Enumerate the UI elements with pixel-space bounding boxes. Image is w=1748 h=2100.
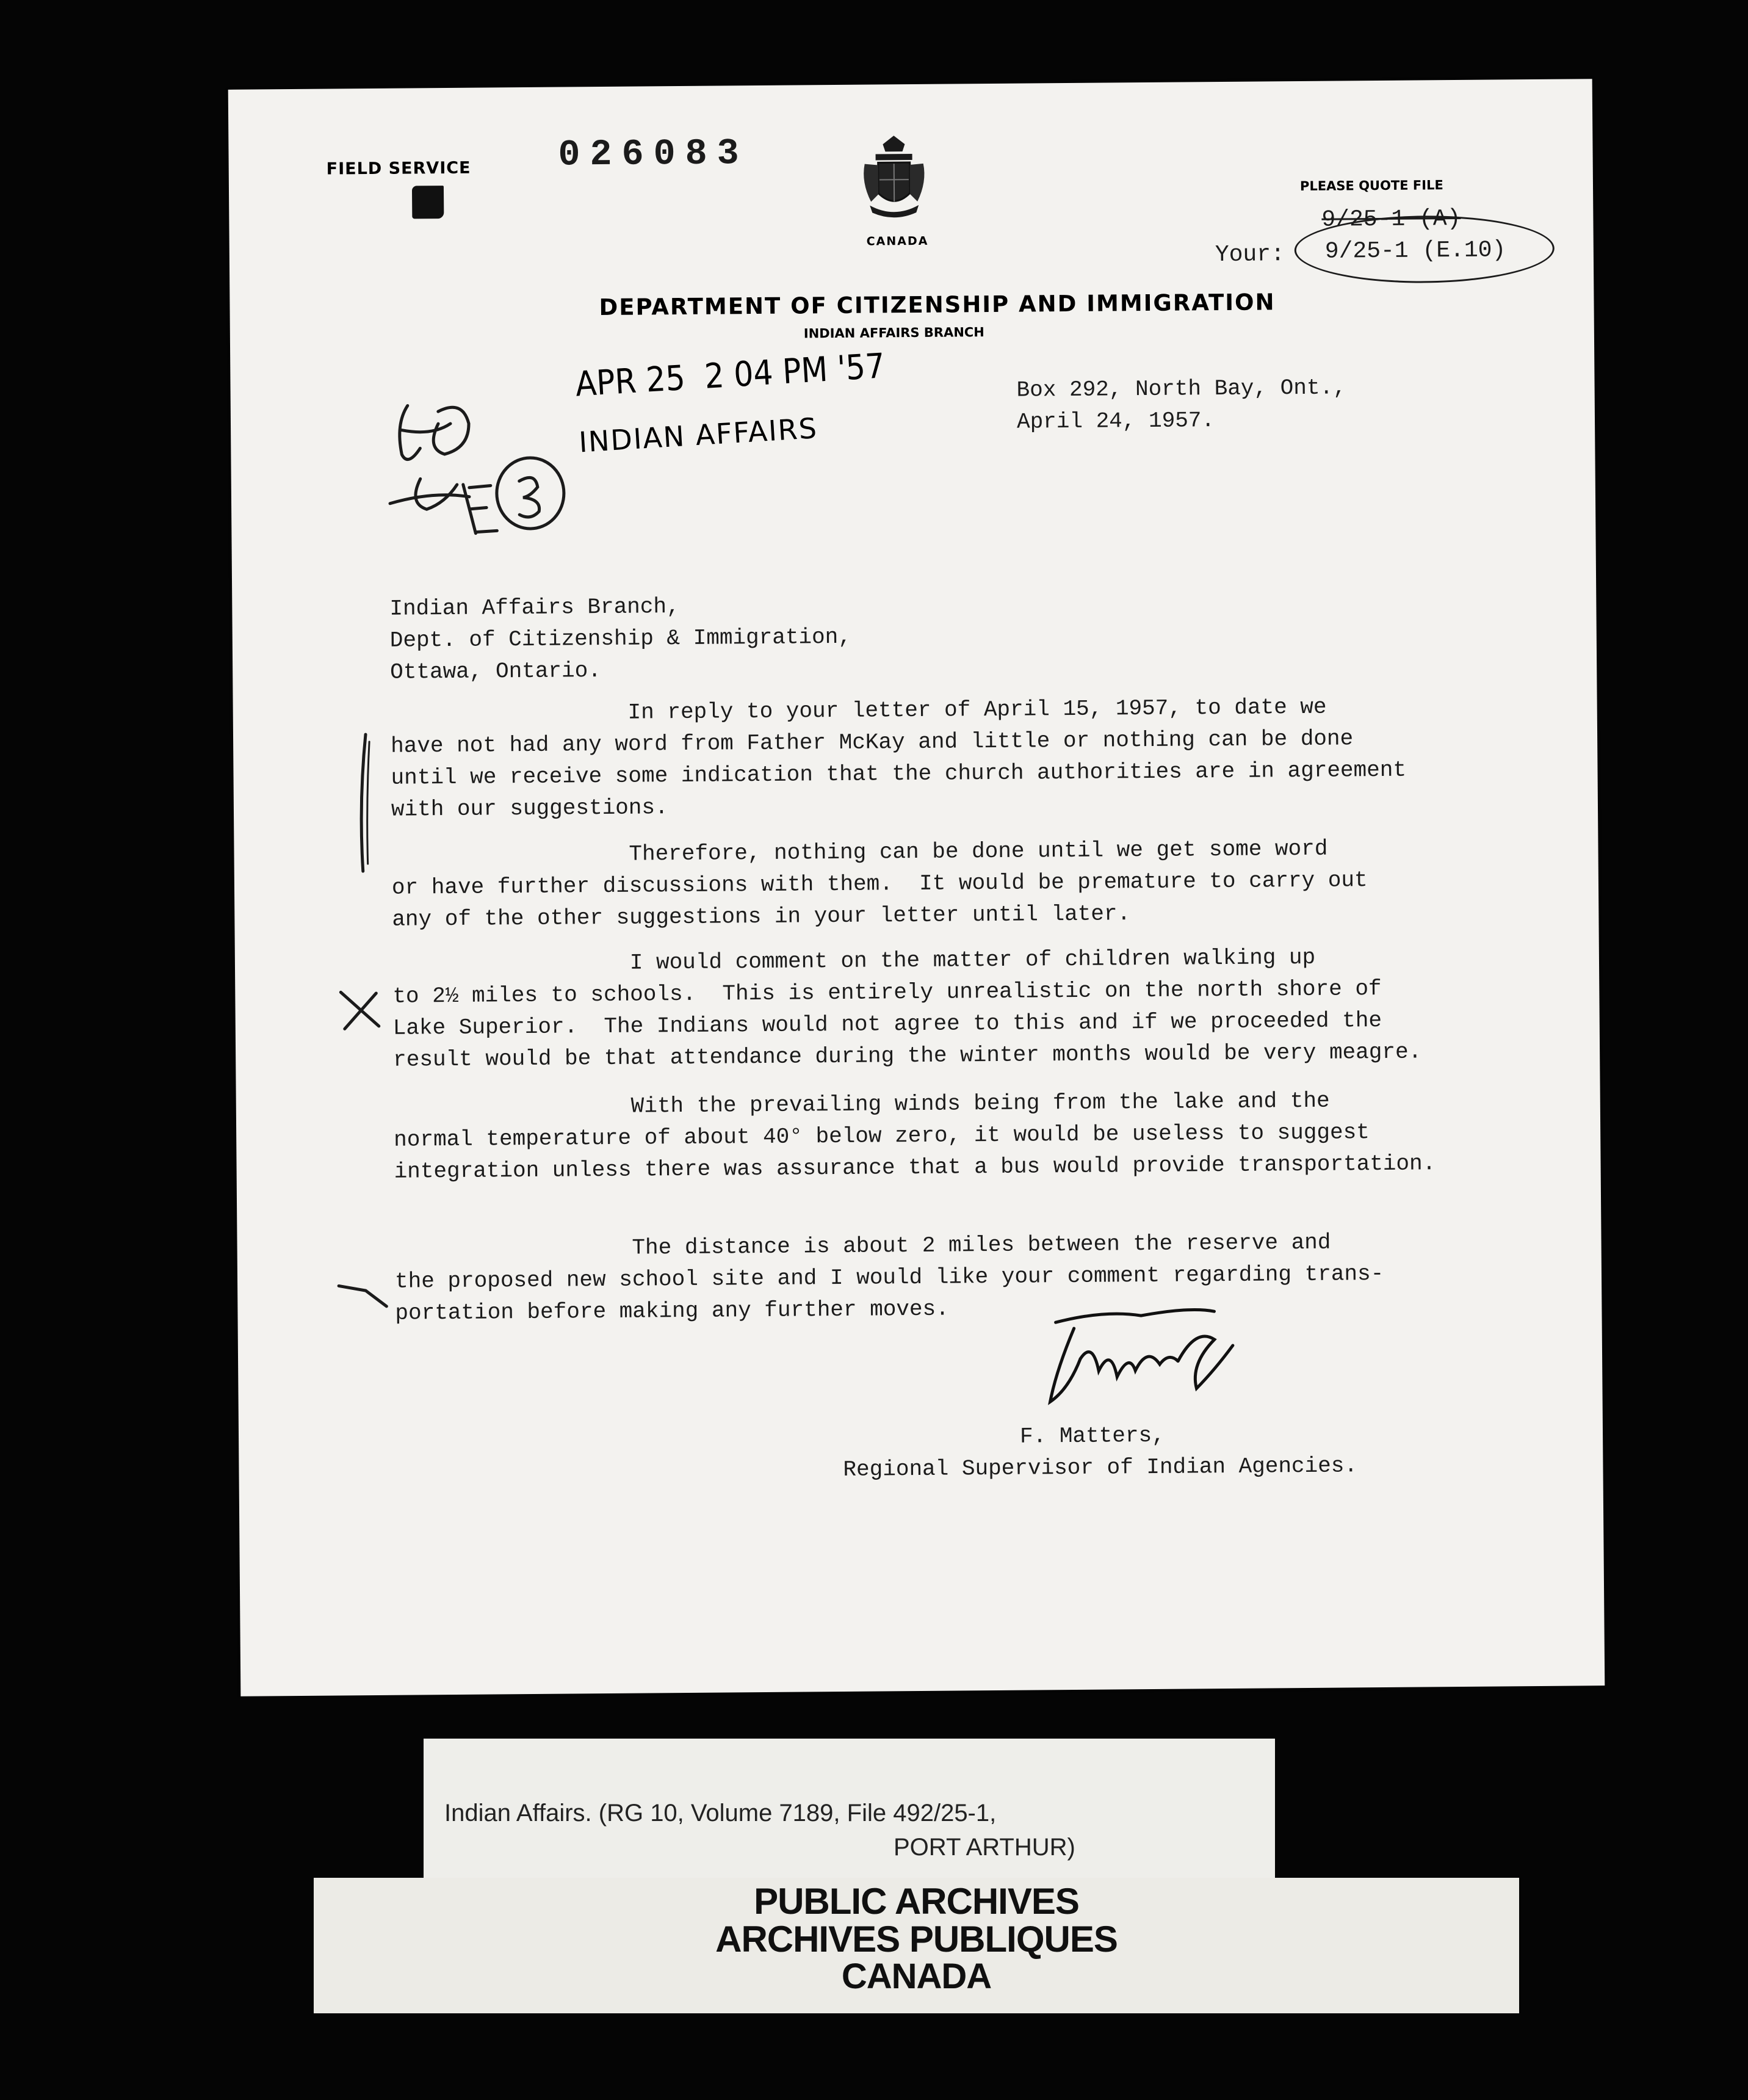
body-paragraph-1: In reply to your letter of April 15, 1957, to date we have not had any word from Father McKay and little or nothing can be done until we receive some indication that the church authorities are in agreement with our suggestions.	[390, 694, 1407, 822]
body-paragraph-4: With the prevailing winds being from the lake and the normal temperature of about 40° below zero, it would be useless to suggest integration unless there was assurance that a bus would provide transportation.	[393, 1088, 1436, 1184]
recipient-line2: Dept. of Citizenship & Immigration,	[389, 624, 852, 653]
archives-stamp-line2: ARCHIVES PUBLIQUES	[715, 1919, 1118, 1960]
handwritten-signature	[1031, 1303, 1251, 1414]
public-archives-stamp	[314, 1878, 1519, 2013]
sender-address-line2: April 24, 1957.	[1016, 408, 1215, 435]
handwritten-initials	[383, 386, 604, 571]
field-service-label: FIELD SERVICE	[326, 158, 471, 179]
recipient-line1: Indian Affairs Branch,	[389, 594, 680, 621]
archive-reference-label	[424, 1739, 1275, 1884]
signatory-title: Regional Supervisor of Indian Agencies.	[843, 1453, 1358, 1482]
country-label: CANADA	[866, 234, 929, 248]
body-paragraph-3: I would comment on the matter of children walking up to 2½ miles to schools. This is entirely unrealistic on the north shore of Lake Superior. The Indians would not agree to this and if we proceeded the result would be that attendance during the winter months would be very meagre.	[392, 944, 1422, 1073]
received-stamp-date: APR 25 2 04 PM '57	[574, 346, 886, 405]
letter-page	[228, 79, 1605, 1696]
archive-reference-line1: Indian Affairs. (RG 10, Volume 7189, File 492/25-1,	[444, 1800, 997, 1827]
body-paragraph-5: The distance is about 2 miles between the reserve and the proposed new school site and I would like your comment regarding trans- portation before making any further moves.	[394, 1229, 1384, 1326]
signatory-name: F. Matters,	[1019, 1422, 1165, 1449]
branch-title: INDIAN AFFAIRS BRANCH	[803, 325, 984, 341]
department-title: DEPARTMENT OF CITIZENSHIP AND IMMIGRATION	[599, 289, 1276, 321]
recipient-line3: Ottawa, Ontario.	[390, 658, 602, 685]
sender-address-line1: Box 292, North Bay, Ont.,	[1016, 375, 1346, 403]
archives-stamp-line1: PUBLIC ARCHIVES	[754, 1881, 1079, 1922]
margin-x-mark	[336, 986, 385, 1035]
file-ref-struck: 9/25-1 (A)	[1321, 205, 1461, 233]
body-paragraph-2: Therefore, nothing can be done until we get some word or have further discussions with them. It would be premature to carry out any of the other suggestions in your letter until later.	[391, 836, 1368, 932]
quote-file-label: PLEASE QUOTE FILE	[1299, 178, 1443, 194]
ink-mark	[412, 186, 444, 219]
archive-reference-line2: PORT ARTHUR)	[894, 1834, 1075, 1861]
file-number: 026083	[558, 133, 749, 176]
margin-line-mark	[352, 730, 378, 876]
your-file-label: Your:	[1215, 241, 1285, 269]
margin-tick-mark	[335, 1276, 390, 1313]
received-stamp-office: INDIAN AFFAIRS	[577, 411, 819, 459]
archives-stamp-line3: CANADA	[841, 1957, 992, 1996]
coat-of-arms-icon	[857, 133, 931, 225]
file-ref: 9/25-1 (E.10)	[1324, 237, 1506, 265]
